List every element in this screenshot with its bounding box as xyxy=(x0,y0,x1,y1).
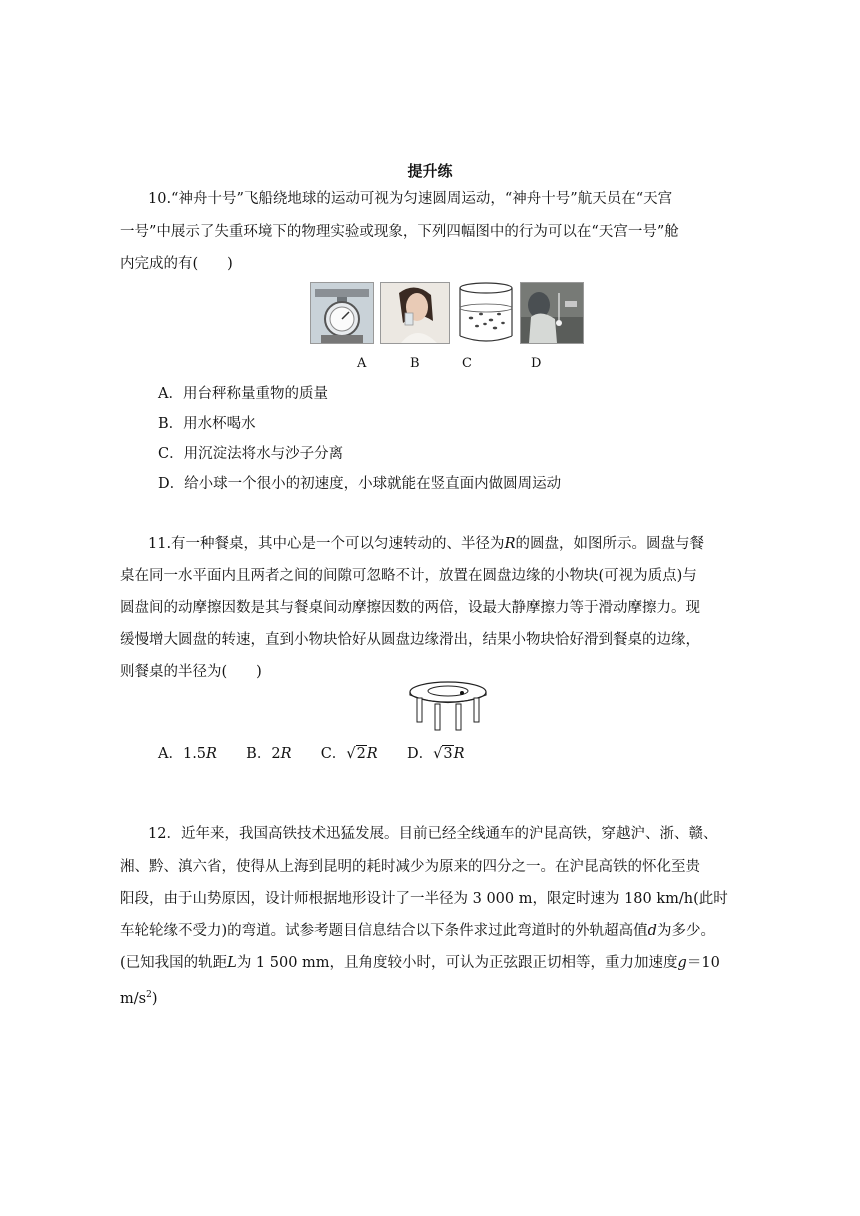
astronaut-ball-image xyxy=(520,282,584,344)
q10-option-a: A．用台秤称量重物的质量 xyxy=(158,386,328,402)
var-g: g xyxy=(677,955,687,971)
q11-line-4: 缓慢增大圆盘的转速，直到小物块恰好从圆盘边缘滑出，结果小物块恰好滑到餐桌的边缘， xyxy=(120,632,700,648)
q11-option-c-radicand: 2 xyxy=(356,746,366,762)
beaker-sand-water-image xyxy=(455,280,517,344)
q11-line-3: 圆盘间的动摩擦因数是其与餐桌间动摩擦因数的两倍，设最大静摩擦力等于滑动摩擦力。现 xyxy=(120,600,700,616)
sqrt-symbol: √2 xyxy=(346,746,366,762)
q11-option-a-var: R xyxy=(206,746,217,762)
q12-line-2: 湘、黔、滇六省，使得从上海到昆明的耗时减少为原来的四分之一。在沪昆高铁的怀化至贵 xyxy=(120,859,700,875)
q12-unit: m/s xyxy=(120,990,147,1007)
q12-line-5 xyxy=(120,953,720,973)
q11-line-1 xyxy=(148,534,704,554)
image-label-a: A xyxy=(357,356,367,371)
q10-line-3: 内完成的有( ) xyxy=(120,256,233,272)
q12-close-paren: ) xyxy=(151,990,158,1007)
q11-option-d-label: D． xyxy=(406,746,434,762)
q10-line-2: 一号”中展示了失重环境下的物理实验或现象，下列四幅图中的行为可以在“天宫一号”舱 xyxy=(120,224,679,240)
q10-option-c: C．用沉淀法将水与沙子分离 xyxy=(158,446,344,462)
q12-line-4 xyxy=(120,921,715,941)
q12-line-4-text-a: 车轮轮缘不受力)的弯道。试参考题目信息结合以下条件求过此弯道时的外轨超高值 xyxy=(120,923,648,939)
var-l: L xyxy=(227,955,237,971)
q10-option-d: D．给小球一个很小的初速度，小球就能在竖直面内做圆周运动 xyxy=(158,476,562,492)
q12-line-3: 阳段，由于山势原因，设计师根据地形设计了一半径为 3 000 m，限定时速为 180 km/h(此时 xyxy=(120,891,728,907)
q10-line-1: 10.“神舟十号”飞船绕地球的运动可视为匀速圆周运动，“神舟十号”航天员在“天宫 xyxy=(148,191,673,207)
q12-line-1: 12．近年来，我国高铁技术迅猛发展。目前已经全线通车的沪昆高铁，穿越沪、浙、赣、 xyxy=(148,826,718,842)
q11-line-5: 则餐桌的半径为( ) xyxy=(120,664,262,680)
q11-option-b xyxy=(246,746,291,762)
q10-option-b: B．用水杯喝水 xyxy=(158,416,256,432)
q11-option-d xyxy=(407,746,465,762)
q11-option-c-label: C． xyxy=(320,746,347,762)
sqrt-symbol: √3 xyxy=(433,746,453,762)
var-r: R xyxy=(504,536,516,552)
q11-option-b-label: B．2 xyxy=(246,746,281,762)
q11-line-2: 桌在同一水平面内且两者之间的间隙可忽略不计，放置在圆盘边缘的小物块(可视为质点)与 xyxy=(120,568,697,584)
q11-option-d-radicand: 3 xyxy=(443,746,453,762)
q11-option-b-var: R xyxy=(280,746,292,762)
q11-option-a xyxy=(158,746,217,762)
q12-line-4-text-b: 为多少。 xyxy=(656,923,715,939)
image-label-d: D xyxy=(531,356,542,371)
q11-line-1-text-a: 11.有一种餐桌，其中心是一个可以匀速转动的、半径为 xyxy=(148,536,505,552)
image-label-b: B xyxy=(410,356,420,371)
q11-line-1-text-b: 的圆盘，如图所示。圆盘与餐 xyxy=(515,536,704,552)
q12-line-5-text-b: 为 1 500 mm，且角度较小时，可认为正弦跟正切相等，重力加速度 xyxy=(236,955,678,971)
dining-table-figure xyxy=(408,680,488,732)
q12-unit-exponent: 2 xyxy=(146,990,152,1000)
q12-line-6 xyxy=(120,985,157,1009)
q11-option-d-var: R xyxy=(453,746,465,762)
section-title: 提升练 xyxy=(407,162,453,180)
q12-line-5-text-a: (已知我国的轨距 xyxy=(120,955,228,971)
image-label-c: C xyxy=(462,356,472,371)
q11-options xyxy=(158,744,464,764)
q11-option-c-var: R xyxy=(366,746,378,762)
scale-weighing-image xyxy=(310,282,374,344)
woman-drinking-image xyxy=(380,282,450,344)
q12-line-5-text-c: ＝10 xyxy=(686,955,720,971)
var-d: d xyxy=(647,923,657,939)
q11-option-a-label: A．1.5 xyxy=(158,746,207,762)
q11-option-c xyxy=(321,746,378,762)
